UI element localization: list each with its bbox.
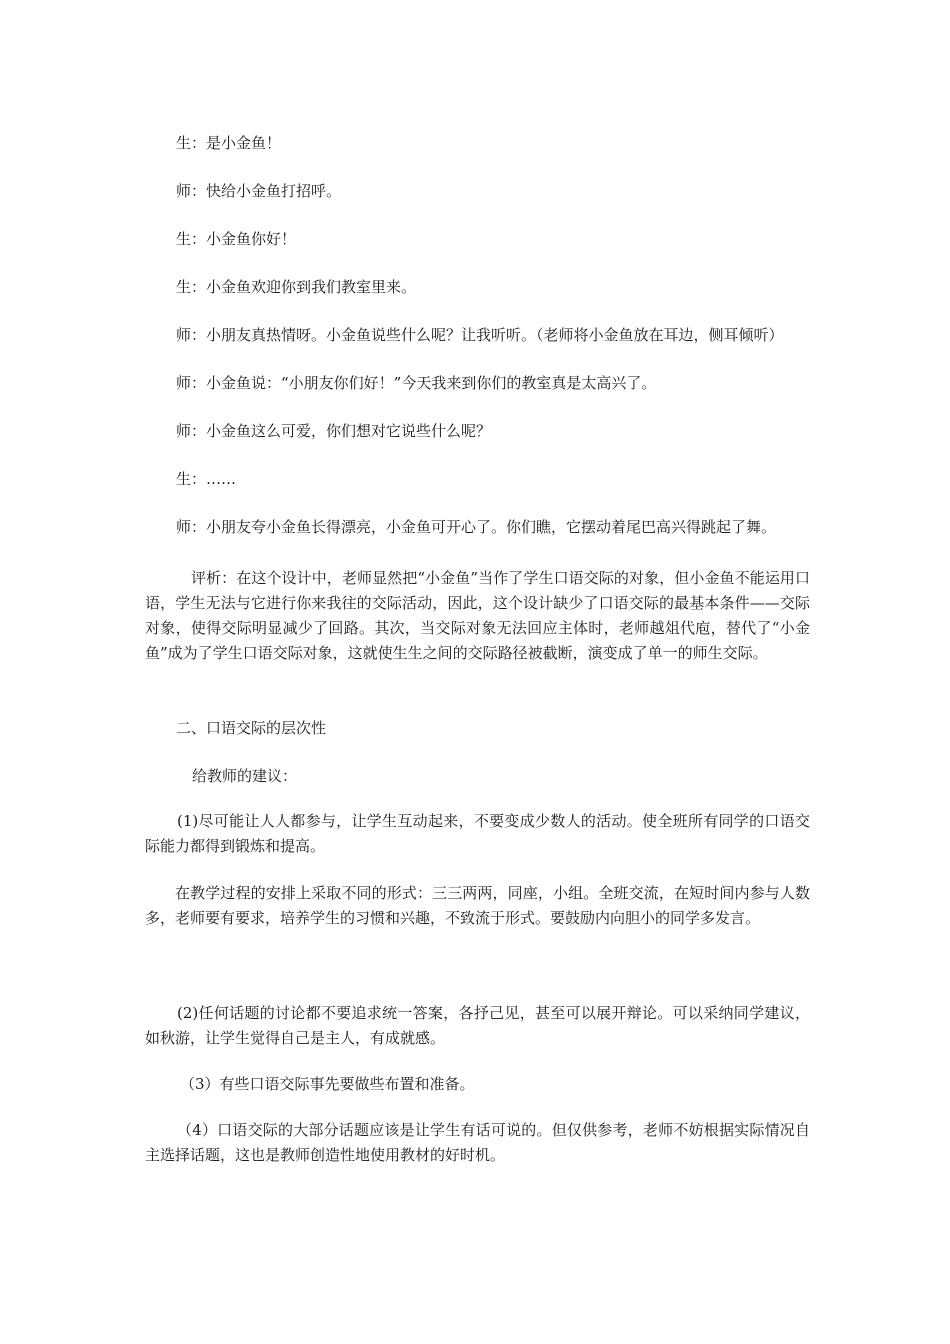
dialogue-line: 师：快给小金鱼打招呼。 (176, 182, 342, 200)
dialogue-line: 生：小金鱼你好！ (176, 230, 297, 248)
section-heading: 二、口语交际的层次性 (176, 719, 327, 737)
dialogue-line: 生：小金鱼欢迎你到我们教室里来。 (176, 278, 417, 296)
dialogue-line: 生：是小金鱼！ (176, 134, 282, 152)
dialogue-line: 师：小金鱼这么可爱，你们想对它说些什么呢？ (176, 422, 492, 440)
dialogue-line: 师：小朋友真热情呀。小金鱼说些什么呢？让我听听。（老师将小金鱼放在耳边，侧耳倾听） (176, 326, 784, 344)
dialogue-line: 师：小金鱼说：“小朋友你们好！”今天我来到你们的教室真是太高兴了。 (176, 374, 657, 392)
suggestion-1-detail: 在教学过程的安排上采取不同的形式：三三两两，同座，小组。全班交流，在短时间内参与人数多，老师要有要求，培养学生的习惯和兴趣，不致流于形式。要鼓励内向胆小的同学多发言。 (145, 884, 810, 927)
suggestion-4: （4）口语交际的大部分话题应该是让学生有话可说的。但仅供参考，老师不妨根据实际情况自主选择话题，这也是教师创造性地使用教材的好时机。 (145, 1121, 810, 1164)
suggestion-2: (2)任何话题的讨论都不要追求统一答案，各抒己见，甚至可以展开辩论。可以采纳同学建议，如秋游，让学生觉得自己是主人，有成就感。 (145, 1004, 810, 1047)
dialogue-line: 师：小朋友夸小金鱼长得漂亮，小金鱼可开心了。你们瞧，它摆动着尾巴高兴得跳起了舞。 (176, 518, 777, 536)
dialogue-line: 生：…… (176, 470, 237, 488)
suggestion-1: (1)尽可能让人人都参与，让学生互动起来，不要变成少数人的活动。使全班所有同学的口语交际能力都得到锻炼和提高。 (145, 812, 810, 855)
suggestion-3: （3）有些口语交际事先要做些布置和准备。 (180, 1075, 475, 1093)
analysis-paragraph: 评析：在这个设计中，老师显然把“小金鱼”当作了学生口语交际的对象，但小金鱼不能运用口语，学生无法与它进行你来我往的交际活动，因此，这个设计缺少了口语交际的最基本条件——交际对象，使得交际明显减少了回路。其次，当交际对象无法回应主体时，老师越俎代庖，替代了“小金鱼”成为了学生口语交际对象，这就使生生之间的交际路径被截断，演变成了单一的师生交际。 (145, 569, 810, 662)
suggestion-heading: 给教师的建议： (192, 767, 298, 785)
